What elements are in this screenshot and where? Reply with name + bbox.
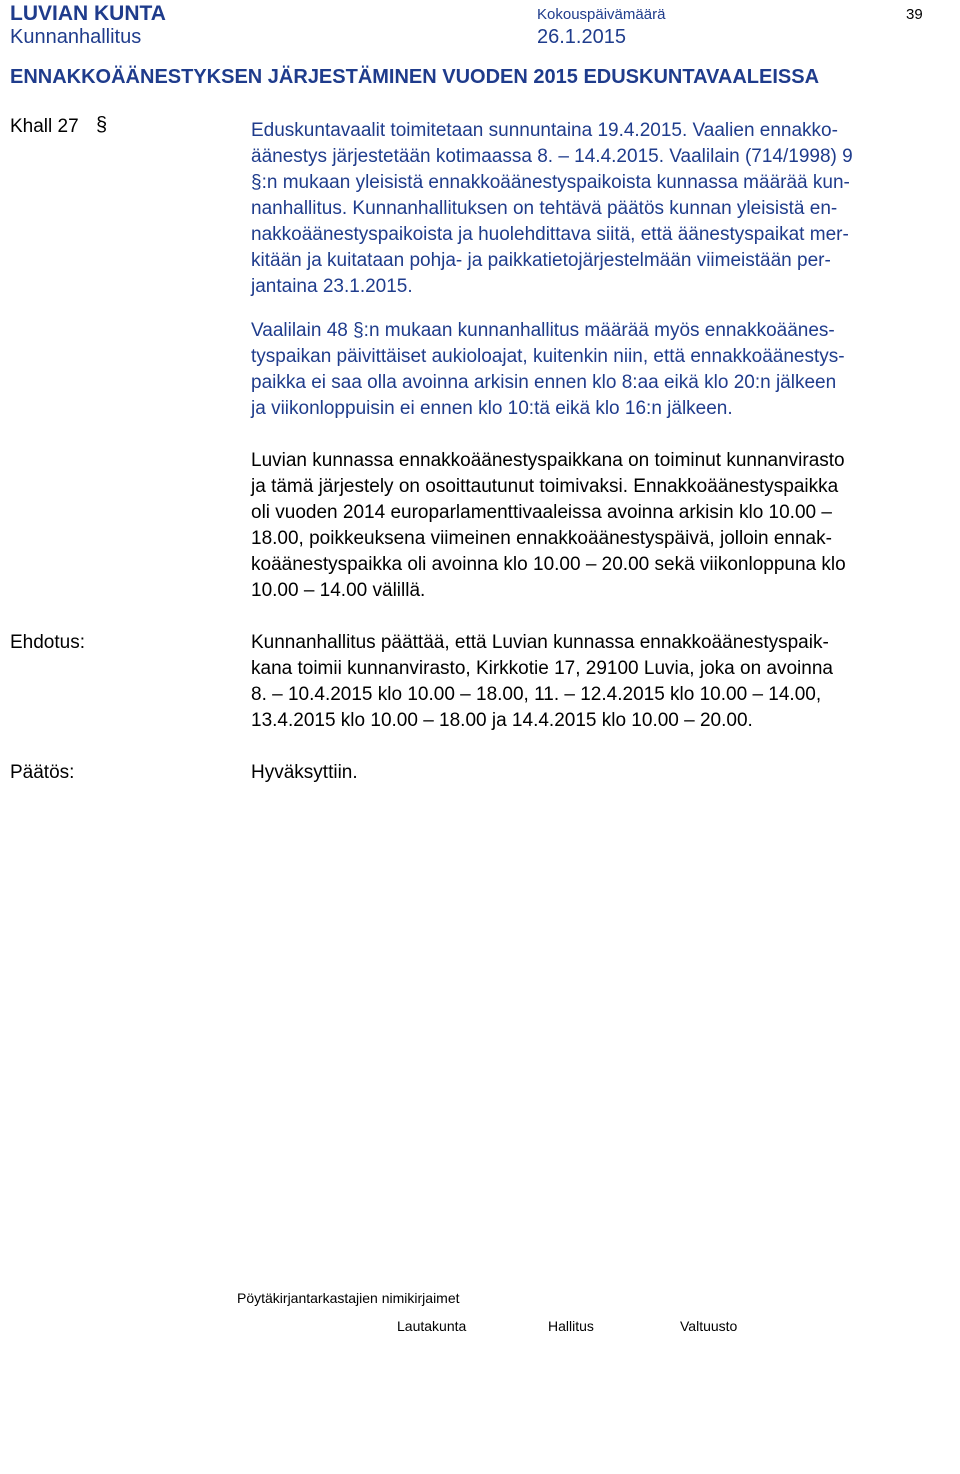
paragraph-2: Vaalilain 48 §:n mukaan kunnanhallitus määrää myös ennakkoäänes- tyspaikan päivittäiset aukioloajat, kuitenkin niin, että ennakkoäänestys- paikka ei saa olla avoinna arkisin ennen klo 8:aa eikä klo 20:n jälkeen ja viikonloppuisin ei ennen klo 10:tä eikä klo 16:n jälkeen.: [251, 320, 845, 419]
item-reference: Khall 27: [10, 116, 79, 137]
organization-name: LUVIAN KUNTA: [10, 2, 166, 25]
meeting-date-label: Kokouspäivämäärä: [537, 6, 666, 23]
signature-column-lautakunta: Lautakunta: [397, 1318, 467, 1334]
paragraph-1: Eduskuntavaalit toimitetaan sunnuntaina 19.4.2015. Vaalien ennakko- äänestys järjestetään kotimaassa 8. – 14.4.2015. Vaalilain (714/1998) 9 §:n mukaan yleisistä ennakkoäänestyspaikoista kunnassa määrää kun- nanhallitus. Kunnanhallituksen on tehtävä päätös kunnan yleisistä en- nakkoäänestyspaikoista ja huolehdittava siitä, että äänestyspaikat mer- kitään ja kuitataan pohja- ja paikkatietojärjestelmään viimeistään per- jantaina 23.1.2015.: [251, 120, 853, 297]
paragraph-3: Luvian kunnassa ennakkoäänestyspaikkana on toiminut kunnanvirasto ja tämä järjestely on osoittautunut toimivaksi. Ennakkoäänestyspaikka oli vuoden 2014 europarlamenttivaaleissa avoinna arkisin klo 10.00 – 18.00, poikkeuksena viimeinen ennakkoäänestyspäivä, jolloin ennak- koäänestyspaikka oli avoinna klo 10.00 – 20.00 sekä viikonloppuna klo 10.00 – 14.00 välillä.: [251, 450, 846, 601]
proposal-label: Ehdotus:: [10, 632, 85, 653]
body-name: Kunnanhallitus: [10, 26, 142, 48]
decision-label: Päätös:: [10, 762, 75, 783]
decision-text: Hyväksyttiin.: [251, 762, 358, 783]
meeting-date: 26.1.2015: [537, 26, 626, 48]
signature-column-hallitus: Hallitus: [548, 1318, 594, 1334]
proposal-text: Kunnanhallitus päättää, että Luvian kunnassa ennakkoäänestyspaik- kana toimii kunnanvirasto, Kirkkotie 17, 29100 Luvia, joka on avoinna 8. – 10.4.2015 klo 10.00 – 18.00, 11. – 12.4.2015 klo 10.00 – 14.00, 13.4.2015 klo 10.00 – 18.00 ja 14.4.2015 klo 10.00 – 20.00.: [251, 632, 833, 731]
signatures-title: Pöytäkirjantarkastajien nimikirjaimet: [237, 1290, 460, 1306]
section-sign: §: [96, 114, 108, 136]
document-title: ENNAKKOÄÄNESTYKSEN JÄRJESTÄMINEN VUODEN 2015 EDUSKUNTAVAALEISSA: [10, 66, 820, 88]
page-number: 39: [906, 6, 923, 23]
signature-column-valtuusto: Valtuusto: [680, 1318, 738, 1334]
